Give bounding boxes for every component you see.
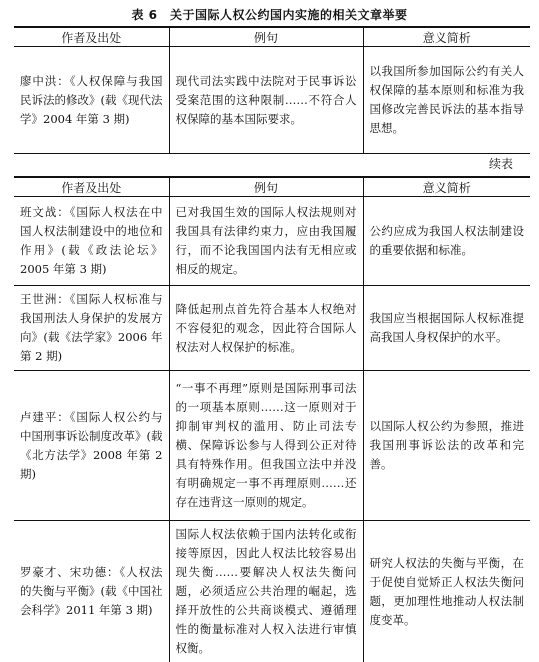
author-source-cell: 卢建平：《国际人权公约与中国刑事诉讼制度改革》(载《北方法学》2008 年第 2 期) [14, 371, 169, 521]
articles-table-continued [14, 176, 530, 662]
column-header-author: 作者及出处 [14, 27, 169, 47]
analysis-cell: 研究人权法的失衡与平衡，在于促使自觉矫正人权法失衡问题，更加理性地推动人权法制度变革。 [363, 521, 530, 662]
column-header-example: 例句 [169, 177, 363, 197]
example-cell: “一事不再理”原则是国际刑事司法的一项基本原则……这一原则对于抑制审判权的滥用、防止司法专横、保障诉讼参与人得到公正对待具有特殊作用。但我国立法中并没有明确规定一事不再理原则……还存在违背这一原则的规定。 [169, 371, 363, 521]
example-cell: 现代司法实践中法院对于民事诉讼受案范围的这种限制……不符合人权保障的基本国际要求。 [169, 47, 363, 154]
column-header-author: 作者及出处 [14, 177, 169, 197]
table-row [14, 521, 530, 662]
author-source-cell: 罗豪才、宋功德：《人权法的失衡与平衡》(载《中国社会科学》2011 年第 3 期) [14, 521, 169, 662]
table-row [14, 371, 530, 521]
analysis-cell: 公约应成为我国人权法制建设的重要依据和标准。 [363, 197, 530, 286]
analysis-cell: 我国应当根据国际人权标准提高我国人身权保护的水平。 [363, 286, 530, 371]
example-cell: 已对我国生效的国际人权法规则对我国具有法律约束力，应由我国履行，而不论我国国内法有无相应或相反的规定。 [169, 197, 363, 286]
column-header-analysis: 意义简析 [363, 177, 530, 197]
column-header-analysis: 意义简析 [363, 27, 530, 47]
table-row [14, 47, 530, 154]
table-row [14, 197, 530, 286]
analysis-cell: 以我国所参加国际公约有关人权保障的基本原则和标准为我国修改完善民诉法的基本指导思想。 [363, 47, 530, 154]
header-row [14, 177, 530, 197]
example-cell: 降低起刑点首先符合基本人权绝对不容侵犯的观念，因此符合国际人权法对人权保护的标准。 [169, 286, 363, 371]
table-caption: 表 6 关于国际人权公约国内实施的相关文章举要 [0, 6, 539, 23]
example-cell: 国际人权法依赖于国内法转化或衔接等原因，因此人权法比较容易出现失衡……要解决人权法失衡问题，必须适应公共治理的崛起，选择开放性的公共商谈模式、遵循理性的衡量标准对人权入法进行审慎权衡。 [169, 521, 363, 662]
table-row [14, 286, 530, 371]
author-source-cell: 廖中洪：《人权保障与我国民诉法的修改》(载《现代法学》2004 年第 3 期) [14, 47, 169, 154]
author-source-cell: 班文战：《国际人权法在中国人权法制建设中的地位和作用》(载《政法论坛》2005 年第 3 期) [14, 197, 169, 286]
column-header-example: 例句 [169, 27, 363, 47]
articles-table [14, 26, 530, 154]
analysis-cell: 以国际人权公约为参照，推进我国刑事诉讼法的改革和完善。 [363, 371, 530, 521]
author-source-cell: 王世洲：《国际人权标准与我国刑法人身保护的发展方向》(载《法学家》2006 年第 2 期) [14, 286, 169, 371]
continued-label: 续表 [489, 155, 513, 172]
header-row [14, 27, 530, 47]
